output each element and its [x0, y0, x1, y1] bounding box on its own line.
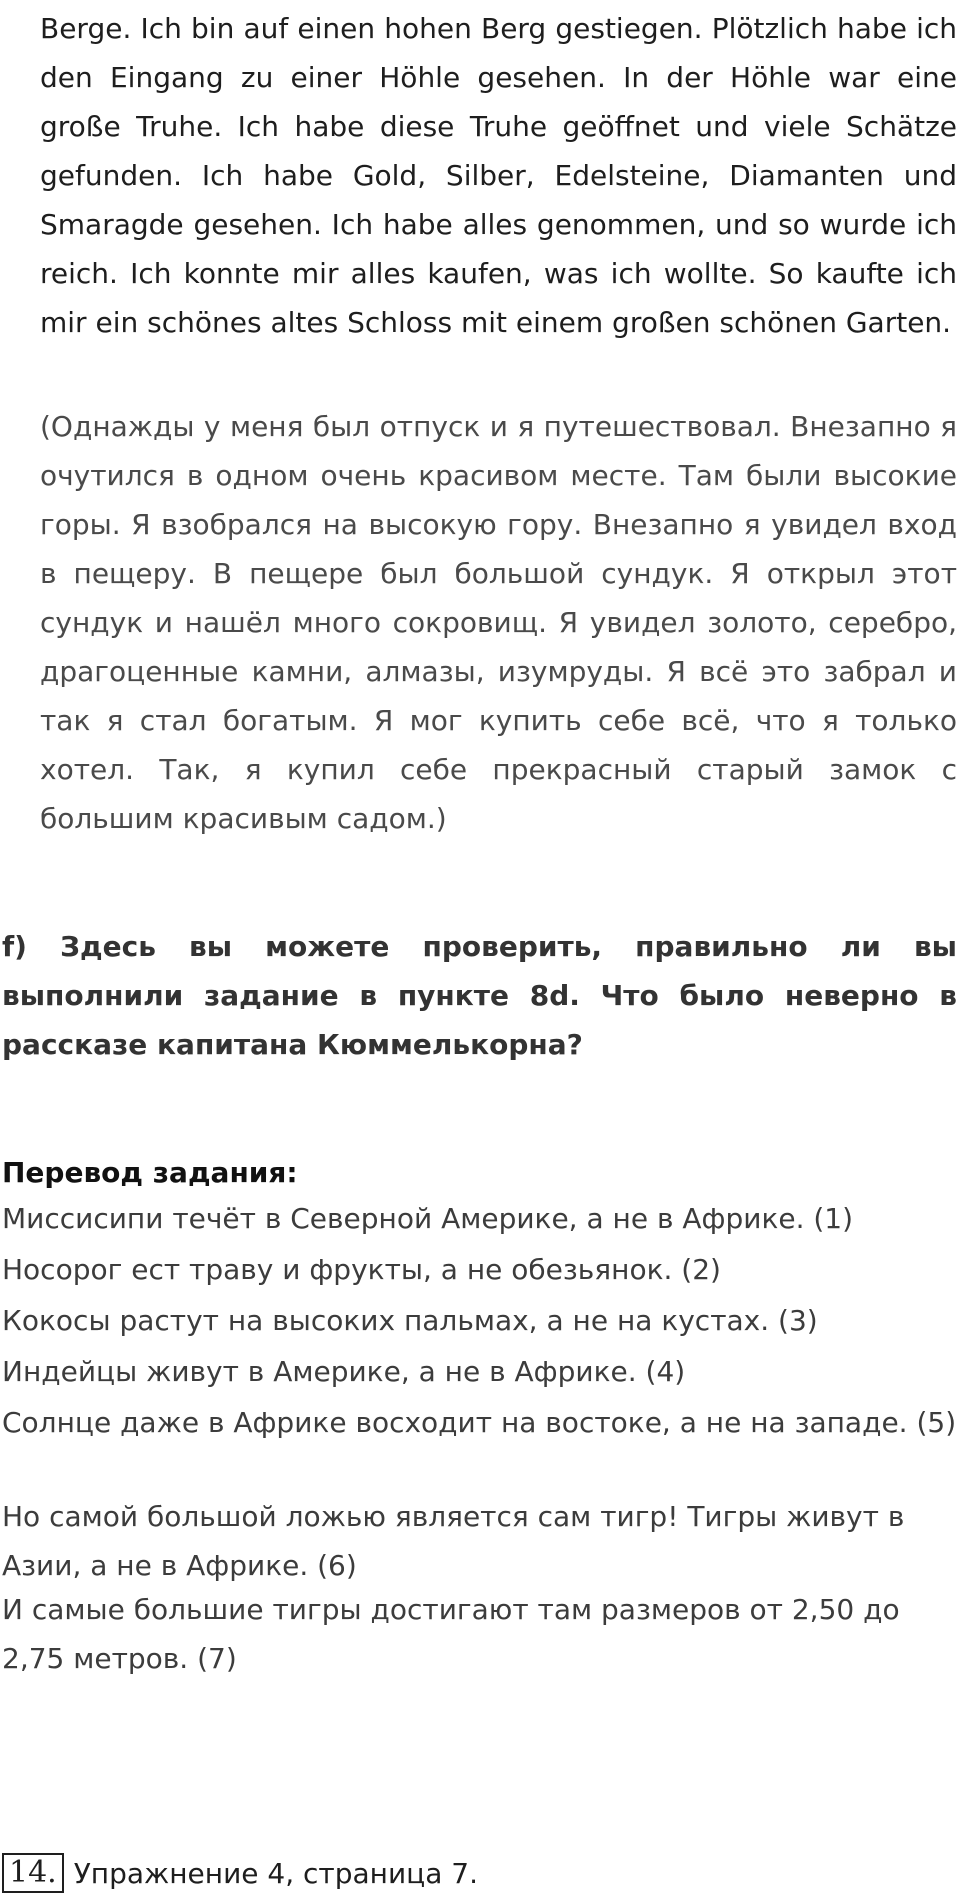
answer-item-1: Миссисипи течёт в Северной Америке, а не в Африке. (1) [2, 1202, 854, 1235]
answer-item-2: Носорог ест траву и фрукты, а не обезьянок. (2) [2, 1253, 721, 1286]
answer-item-7: И самые большие тигры достигают там размеров от 2,50 до 2,75 метров. (7) [2, 1593, 900, 1675]
exercise-number-box: 14. [2, 1853, 64, 1893]
exercise-reference: Упражнение 4, страница 7. [73, 1856, 478, 1890]
translation-heading: Перевод задания: [2, 1156, 298, 1189]
answer-item-3: Кокосы растут на высоких пальмах, а не на кустах. (3) [2, 1304, 818, 1337]
answer-item-5: Солнце даже в Африке восходит на востоке, а не на западе. (5) [2, 1406, 957, 1439]
task-f-instruction: f) Здесь вы можете проверить, правильно ли вы выполнили задание в пункте 8d. Что было неверно в рассказе капитана Кюммелькорна? [2, 930, 957, 1061]
answer-item-4: Индейцы живут в Америке, а не в Африке. (4) [2, 1355, 686, 1388]
russian-translation-text: (Однажды у меня был отпуск и я путешествовал. Внезапно я очутился в одном очень красивом месте. Там были высокие горы. Я взобрался на высокую гору. Внезапно я увидел вход в пещеру. В пещере был большой сундук. Я открыл этот сундук и нашёл много сокровищ. Я увидел золото, серебро, драгоценные камни, алмазы, изумруды. Я всё это забрал и так я стал богатым. Я мог купить себе всё, что я только хотел. Так, я купил себе прекрасный старый замок с большим красивым садом.) [40, 410, 957, 835]
german-story-text: Berge. Ich bin auf einen hohen Berg gestiegen. Plötzlich habe ich den Eingang zu einer Höhle gesehen. In der Höhle war eine große Truhe. Ich habe diese Truhe geöffnet und viele Schätze gefunden. Ich habe Gold, Silber, Edelsteine, Diamanten und Smaragde gesehen. Ich habe alles genommen, und so wurde ich reich. Ich konnte mir alles kaufen, was ich wollte. So kaufte ich mir ein schönes altes Schloss mit einem großen schönen Garten. [40, 12, 957, 339]
exercise-footer [2, 1853, 478, 1893]
answer-item-6: Но самой большой ложью является сам тигр! Тигры живут в Азии, а не в Африке. (6) [2, 1500, 905, 1582]
